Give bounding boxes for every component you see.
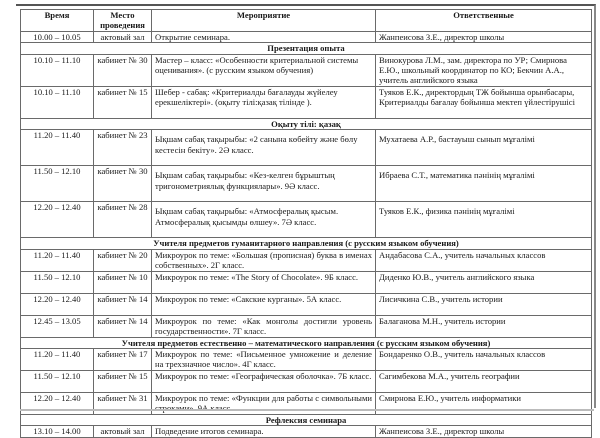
- cell-place: кабинет № 15: [94, 371, 152, 393]
- seminar-schedule-table: [20, 9, 592, 438]
- table-row: [21, 54, 592, 86]
- cell-time: 10.00 – 10.05: [21, 31, 94, 42]
- cell-responsible: Жанпеисова З.Е., директор школы: [376, 426, 592, 437]
- cell-responsible: Жанпеисова З.Е., директор школы: [376, 31, 592, 42]
- cell-responsible: Мухатаева А.Р., бастауыш сынып мұғалімі: [376, 130, 592, 166]
- table-row-opening: [21, 31, 592, 42]
- table-row: [21, 371, 592, 393]
- cell-event: Микроурок по теме: «The Story of Chocolate». 9Б класс.: [152, 271, 376, 293]
- cell-event: Микроурок по теме: «Функции для работы с символьными: [152, 393, 376, 415]
- cell-time: 13.10 – 14.00: [21, 426, 94, 437]
- table-row: [21, 202, 592, 238]
- cell-event: Открытие семинара.: [152, 31, 376, 42]
- section-header-science-math: [21, 337, 592, 348]
- header-event: Мероприятие: [152, 10, 376, 32]
- cell-time: 12.20 – 12.40: [21, 293, 94, 315]
- cell-responsible: Сагимбекова М.А., учитель географии: [376, 371, 592, 393]
- cell-event: Микроурок по теме: «Как монголы достигли уровень государственности». 7Г класс.: [152, 315, 376, 337]
- cell-time: 11.50 – 12.10: [21, 271, 94, 293]
- table-row: [21, 166, 592, 202]
- cell-responsible: Лисичкина С.В., учитель истории: [376, 293, 592, 315]
- cell-responsible: Смирнова Е.Ю., учитель информатики: [376, 393, 592, 415]
- cell-place: кабинет № 17: [94, 349, 152, 371]
- cell-event: Ықшам сабақ тақырыбы: «Атмосфералық қысым. Атмосфералық қысымды өлшеу». 7Ә класс.: [152, 202, 376, 238]
- cell-place: кабинет № 30: [94, 54, 152, 86]
- cell-responsible: Андабасова С.А., учитель начальных классов: [376, 249, 592, 271]
- cell-time: 10.10 – 11.10: [21, 54, 94, 86]
- header-time: Время: [21, 10, 94, 32]
- cell-responsible: Винокурова Л.М., зам. директора по УР; Смирнова Е.Ю., школьный координатор по КО; Бекчин А.А., учитель английского языка: [376, 54, 592, 86]
- cell-place: кабинет № 14: [94, 315, 152, 337]
- section-header-reflection: [21, 415, 592, 426]
- cell-place: кабинет № 31: [94, 393, 152, 415]
- table-row: [21, 271, 592, 293]
- table-bottom-shadow: [20, 409, 594, 411]
- cell-responsible: Туяков Е.К., директордың ТЖ бойынша орынбасары, Критериалды бағалау бойынша мектеп үйлестірушісі: [376, 86, 592, 118]
- cell-time: 11.20 – 11.40: [21, 130, 94, 166]
- cell-place: кабинет № 28: [94, 202, 152, 238]
- section-title: Учителя предметов естественно – математического направления (с русским языком обучения): [21, 337, 592, 348]
- cell-time: 11.50 – 12.10: [21, 166, 94, 202]
- table-row: [21, 426, 592, 437]
- table-row: [21, 86, 592, 118]
- table-row: [21, 349, 592, 371]
- section-title: Оқыту тілі: қазақ: [21, 118, 592, 129]
- section-header-experience: [21, 43, 592, 54]
- cell-event: Микроурок по теме: «Географическая оболочка». 7Б класс.: [152, 371, 376, 393]
- table-row: [21, 130, 592, 166]
- section-header-humanities: [21, 238, 592, 249]
- cell-responsible: Диденко Ю.В., учитель английского языка: [376, 271, 592, 293]
- table-header-row: [21, 10, 592, 32]
- cell-place: кабинет № 15: [94, 86, 152, 118]
- cell-time: 12.20 – 12.40: [21, 393, 94, 415]
- cell-place: актовый зал: [94, 426, 152, 437]
- cell-event: Подведение итогов семинара.: [152, 426, 376, 437]
- section-title: Презентация опыта: [21, 43, 592, 54]
- cell-responsible: Туяков Е.К., физика пәнінің мұғалімі: [376, 202, 592, 238]
- cell-responsible: Балаганова М.Н., учитель истории: [376, 315, 592, 337]
- cell-event: Микроурок по теме: «Письменное умножение и деление на трехзначное число». 4Г класс.: [152, 349, 376, 371]
- cell-responsible: Бондаренко О.В., учитель начальных классов: [376, 349, 592, 371]
- cell-event: Микроурок по теме: «Большая (прописная) буква в именах собственных». 2Г класс.: [152, 249, 376, 271]
- cell-place: кабинет № 23: [94, 130, 152, 166]
- header-responsible: Ответственные: [376, 10, 592, 32]
- cell-time: 11.50 – 12.10: [21, 371, 94, 393]
- cell-time: 12.20 – 12.40: [21, 202, 94, 238]
- cell-place: кабинет № 20: [94, 249, 152, 271]
- cell-event: Мастер – класс: «Особенности критериальной системы оценивания». (с русским языком обучения): [152, 54, 376, 86]
- cell-time: 11.20 – 11.40: [21, 349, 94, 371]
- table-row: [21, 293, 592, 315]
- cell-event: Ықшам сабақ тақырыбы: «2 санына көбейту және бөлу кестесін бекіту». 2Ә класс.: [152, 130, 376, 166]
- table-row: [21, 315, 592, 337]
- cell-time: 11.20 – 11.40: [21, 249, 94, 271]
- cell-responsible: Ибраева С.Т., математика пәнінің мұғалімі: [376, 166, 592, 202]
- header-place: Место проведения: [94, 10, 152, 32]
- section-header-kazakh: [21, 118, 592, 129]
- table-row: [21, 393, 592, 415]
- section-title: Рефлексия семинара: [21, 415, 592, 426]
- cell-event: Микроурок по теме: «Сакские курганы». 5А класс.: [152, 293, 376, 315]
- cell-place: кабинет № 10: [94, 271, 152, 293]
- cell-place: актовый зал: [94, 31, 152, 42]
- section-title: Учителя предметов гуманитарного направления (с русским языком обучения): [21, 238, 592, 249]
- cell-event: Ықшам сабақ тақырыбы: «Кез-келген бұрыштың тригонометриялық функциялары». 9Ә класс.: [152, 166, 376, 202]
- cell-time: 12.45 – 13.05: [21, 315, 94, 337]
- cell-event: Шебер - сабақ: «Критериалды бағалауды жүйелеу ерекшеліктері». (оқыту тілі:қазақ тілінде ).: [152, 86, 376, 118]
- cell-place: кабинет № 14: [94, 293, 152, 315]
- cell-time: 10.10 – 11.10: [21, 86, 94, 118]
- table-row: [21, 249, 592, 271]
- cell-place: кабинет № 30: [94, 166, 152, 202]
